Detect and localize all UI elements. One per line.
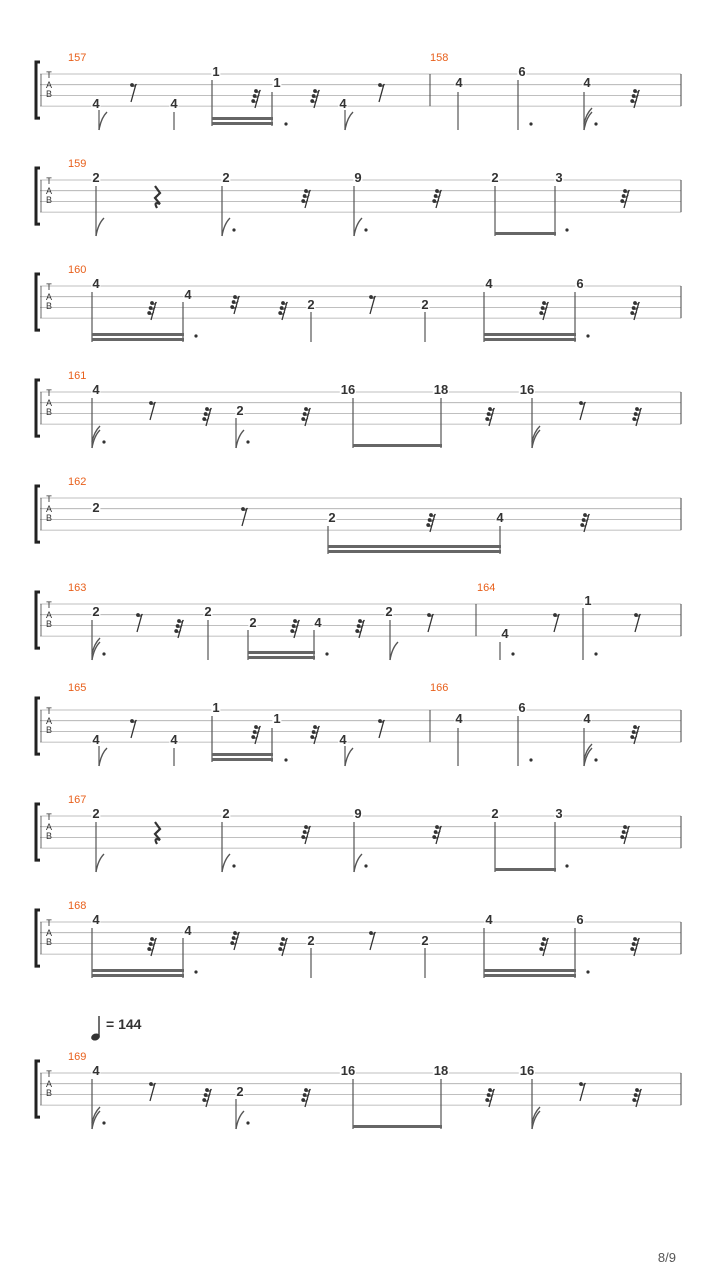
fret-number: 4 [92,732,100,747]
system-bracket [36,1061,40,1117]
fret-number: 2 [328,510,336,525]
fret-number: 4 [170,96,178,111]
page-number: 8/9 [657,1250,676,1265]
fret-number: 18 [433,1063,449,1078]
dot [246,1121,249,1124]
fret-number: 4 [455,75,463,90]
fret-number: 2 [204,604,212,619]
fret-number: 9 [354,806,362,821]
tab-clef-letter: A [45,503,52,514]
fret-number: 9 [354,170,362,185]
fret-number: 2 [307,297,315,312]
fret-number: 2 [236,1084,244,1099]
fret-number: 2 [491,170,499,185]
fret-number: 4 [170,732,178,747]
fret-number: 4 [92,912,100,927]
fret-number: 4 [339,96,347,111]
tab-clef-letter: A [45,609,52,620]
measure-number: 160 [68,264,87,276]
note-flag [236,1111,244,1129]
fret-number: 6 [576,912,584,927]
fret-number: 2 [307,933,315,948]
measure-number: 163 [68,582,87,594]
measure-number: 157 [68,52,87,64]
fret-number: 2 [92,806,100,821]
measure-number: 161 [68,370,87,382]
tab-clef-letter: B [45,831,52,841]
fret-number: 2 [249,615,257,630]
fret-number: 16 [340,1063,356,1078]
note-flag [532,1107,540,1123]
fret-number: 6 [518,64,526,79]
measure-number: 169 [68,1051,87,1063]
tab-clef-letter: T [46,388,52,398]
fret-number: 3 [555,170,563,185]
dot [102,1121,105,1124]
fret-number: 2 [92,170,100,185]
rest-icon [202,1088,211,1107]
fret-number: 2 [421,297,429,312]
tab-clef-letter: B [45,195,52,205]
fret-number: 4 [92,1063,100,1078]
fret-number: 4 [455,711,463,726]
fret-number: 4 [485,276,493,291]
measure-number: 158 [430,52,449,64]
fret-number: 2 [222,170,230,185]
tab-clef-letter: B [45,407,52,417]
fret-number: 4 [92,276,100,291]
fret-number: 4 [92,96,100,111]
fret-number: 4 [485,912,493,927]
tab-clef-letter: T [46,706,52,716]
tab-clef-letter: T [46,600,52,610]
tab-clef-letter: A [45,185,52,196]
fret-number: 4 [501,626,509,641]
measure-number: 166 [430,682,449,694]
tab-clef-letter: T [46,494,52,504]
rest-icon [149,1082,155,1101]
measure-number: 167 [68,794,87,806]
fret-number: 2 [92,500,100,515]
tab-clef-letter: T [46,1069,52,1079]
fret-number: 2 [222,806,230,821]
fret-number: 1 [273,75,281,90]
quarter-note-icon [88,1014,104,1044]
fret-number: 4 [496,510,504,525]
fret-number: 2 [385,604,393,619]
fret-number: 4 [184,923,192,938]
tab-clef-letter: T [46,176,52,186]
measure-number: 164 [477,582,496,594]
tab-clef-letter: A [45,79,52,90]
fret-number: 4 [583,75,591,90]
fret-number: 2 [92,604,100,619]
measure-number: 162 [68,476,87,488]
tab-clef-letter: B [45,937,52,947]
fret-number: 4 [314,615,322,630]
fret-number: 2 [236,403,244,418]
rest-icon [301,1088,310,1107]
rest-icon [579,1082,585,1101]
fret-number: 1 [273,711,281,726]
tab-clef-letter: T [46,812,52,822]
tab-clef-letter: B [45,725,52,735]
fret-number: 4 [184,287,192,302]
fret-number: 16 [519,382,535,397]
note-flag [92,1107,100,1123]
tab-clef-letter: A [45,397,52,408]
tab-clef-letter: B [45,1088,52,1098]
beam [353,1125,442,1128]
fret-number: 3 [555,806,563,821]
fret-number: 6 [518,700,526,715]
fret-number: 4 [92,382,100,397]
tab-clef-letter: B [45,513,52,523]
tab-clef-letter: A [45,821,52,832]
measure-number: 168 [68,900,87,912]
fret-number: 2 [421,933,429,948]
rest-icon [632,1088,641,1107]
tab-clef-letter: T [46,70,52,80]
tab-clef-letter: T [46,282,52,292]
fret-number: 4 [583,711,591,726]
fret-number: 16 [340,382,356,397]
tab-clef-letter: A [45,715,52,726]
fret-number: 2 [491,806,499,821]
tempo-value: = 144 [106,1016,142,1032]
fret-number: 1 [212,700,220,715]
fret-number: 18 [433,382,449,397]
tab-clef-letter: T [46,918,52,928]
tab-clef-letter: B [45,619,52,629]
fret-number: 1 [212,64,220,79]
measure-number: 159 [68,158,87,170]
fret-number: 4 [339,732,347,747]
tab-clef-letter: A [45,927,52,938]
tab-clef-letter: A [45,1078,52,1089]
rest-icon [485,1088,494,1107]
measure-number: 165 [68,682,87,694]
fret-number: 1 [584,593,592,608]
tab-clef-letter: B [45,301,52,311]
fret-number: 16 [519,1063,535,1078]
tempo-marking [88,1014,142,1044]
tab-clef-letter: A [45,291,52,302]
tab-clef-letter: B [45,89,52,99]
fret-number: 6 [576,276,584,291]
